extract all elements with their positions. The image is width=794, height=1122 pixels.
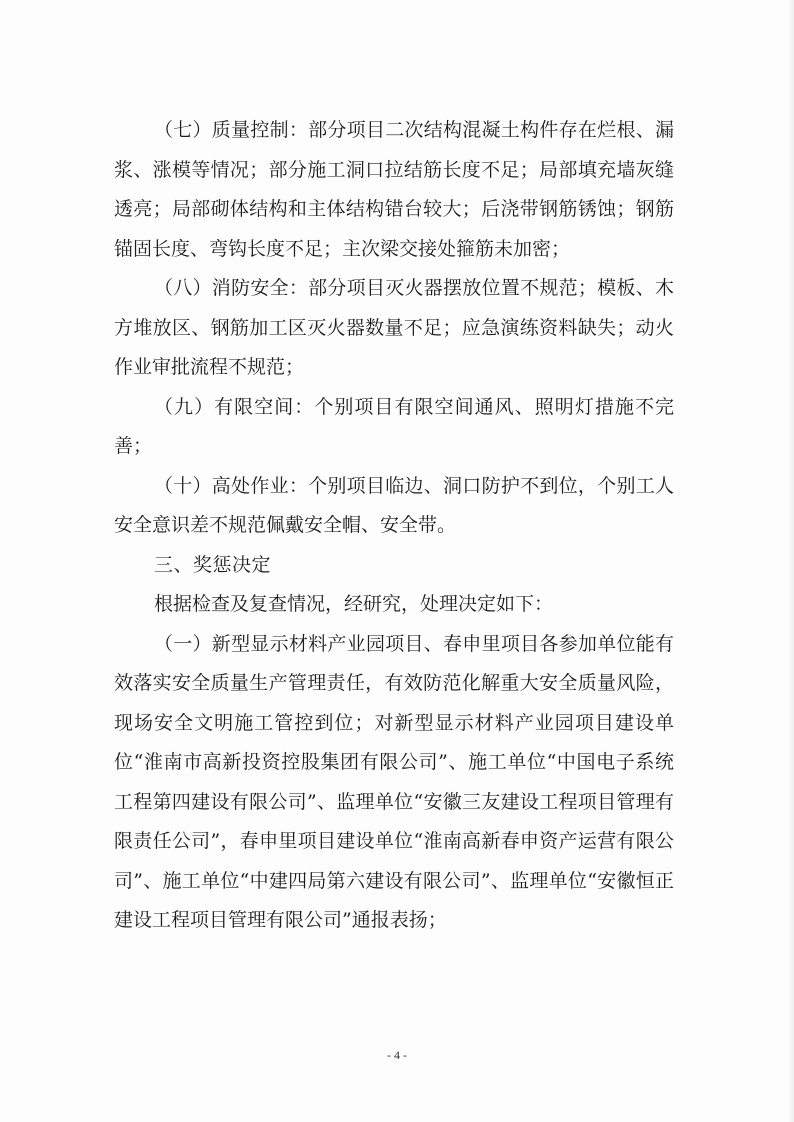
paragraph-decision-1: （一）新型显示材料产业园项目、春申里项目各参加单位能有效落实安全质量生产管理责任，有效防范化解重大安全质量风险，现场安全文明施工管控到位；对新型显示材料产业园项目建设单位“淮南市高新投资控股集团有限公司”、施工单位“中国电子系统工程第四建设有限公司”、监理单位“安徽三友建设工程项目管理有限责任公司”，春申里项目建设单位“淮南高新春申资产运营有限公司”、施工单位“中建四局第六建设有限公司”、监理单位“安徽恒正建设工程项目管理有限公司”通报表扬； bbox=[114, 632, 674, 931]
page-edge-shadow bbox=[788, 0, 794, 1122]
paragraph-fire-safety: （八）消防安全：部分项目灭火器摆放位置不规范；模板、木方堆放区、钢筋加工区灭火器数量不足；应急演练资料缺失；动火作业审批流程不规范； bbox=[114, 277, 674, 378]
document-body bbox=[114, 111, 674, 941]
paragraph-confined-space: （九）有限空间：个别项目有限空间通风、照明灯措施不完善； bbox=[114, 395, 674, 457]
section-heading-rewards-penalties: 三、奖惩决定 bbox=[154, 553, 272, 576]
paragraph-quality-control: （七）质量控制：部分项目二次结构混凝土构件存在烂根、漏浆、涨模等情况；部分施工洞口拉结筋长度不足；局部填充墙灰缝透亮；局部砌体结构和主体结构错台较大；后浇带钢筋锈蚀；钢筋锚固长度、弯钩长度不足；主次梁交接处箍筋未加密； bbox=[114, 119, 674, 260]
paragraph-decision-intro: 根据检查及复查情况，经研究，处理决定如下： bbox=[154, 593, 554, 615]
page-number: - 4 - bbox=[387, 1048, 407, 1062]
paragraph-work-at-height: （十）高处作业：个别项目临边、洞口防护不到位，个别工人安全意识差不规范佩戴安全帽、安全带。 bbox=[114, 474, 674, 536]
